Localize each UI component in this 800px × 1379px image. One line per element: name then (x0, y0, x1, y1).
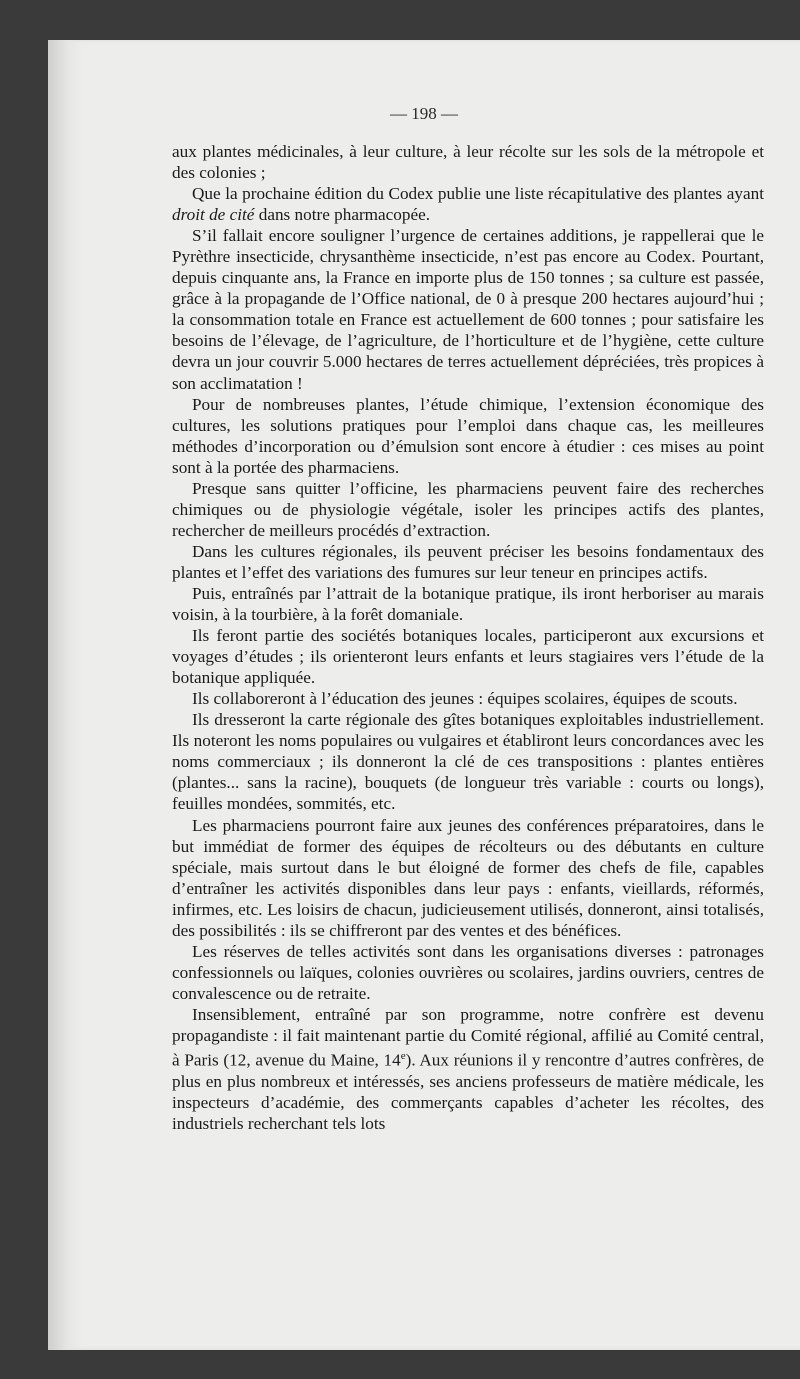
paragraph: Ils collaboreront à l’éducation des jeunes : équipes scolaires, équipes de scouts. (192, 689, 738, 709)
paragraph: Les pharmaciens pourront faire aux jeunes des conférences préparatoires, dans le but immédiat de former des équipes de récolteurs ou des débutants en culture spéciale, mais surtout dans le but éloigné de former des chefs de file, capables d’entraîner les activités disponibles dans leur pays : enfants, vieillards, réformés, infirmes, etc. Les loisirs de chacun, judicieusement utilisés, donneront, ainsi totalisés, des possibilités : ils se chiffreront par des ventes et des bénéfices. (172, 815, 764, 940)
paragraph: Pour de nombreuses plantes, l’étude chimique, l’extension économique des cultures, les solutions pratiques pour l’emploi dans chaque cas, les meilleures méthodes d’incorporation ou d’émulsion sont encore à étudier : ces mises au point sont à la portée des pharmaciens. (172, 394, 764, 477)
paragraph: Que la prochaine édition du Codex publie une liste récapitulative des plantes ayant droit de cité dans notre pharmacopée. (172, 184, 764, 225)
paragraph: Puis, entraînés par l’attrait de la botanique pratique, ils iront herboriser au marais voisin, à la tourbière, à la forêt domaniale. (172, 583, 764, 625)
paragraph: S’il fallait encore souligner l’urgence de certaines additions, je rappellerai que le Pyrèthre insecticide, chrysanthème insecticide, n’est pas encore au Codex. Pourtant, depuis cinquante ans, la France en importe plus de 150 tonnes ; sa culture est passée, grâce à la propagande de l’Office national, de 0 à presque 200 hectares aujourd’hui ; la consommation totale en France est actuellement de 600 tonnes ; pour satisfaire les besoins de l’élevage, de l’agriculture, de l’horticulture et de l’hygiène, cette culture devra un jour couvrir 5.000 hectares de terres actuellement dépréciées, très propices à son acclimatation ! (172, 226, 764, 393)
body-text (172, 141, 764, 1134)
paragraph: Ils feront partie des sociétés botaniques locales, participeront aux excursions et voyages d’études ; ils orienteront leurs enfants et leurs stagiaires vers l’étude de la botanique appliquée. (172, 626, 764, 688)
paragraph: Ils dresseront la carte régionale des gîtes botaniques exploitables industriellement. Ils noteront les noms populaires ou vulgaires et établiront leurs concordances avec les noms commerciaux ; ils donneront la clé de ces transpositions : plantes entières (plantes... sans la racine), bouquets (de longueur très variable : courts ou longs), feuilles mondées, sommités, etc. (172, 710, 764, 814)
paragraph: Les réserves de telles activités sont dans les organisations diverses : patronages confessionnels ou laïques, colonies ouvrières ou scolaires, jardins ouvriers, centres de convalescence ou de retraite. (172, 941, 764, 1003)
paragraph: Presque sans quitter l’officine, les pharmaciens peuvent faire des recherches chimiques ou de physiologie végétale, isoler les principes actifs des plantes, rechercher de meilleurs procédés d’extraction. (172, 478, 764, 540)
page-gutter (48, 40, 82, 1350)
page-number: — 198 — (390, 104, 458, 123)
paragraph: Insensiblement, entraîné par son programme, notre confrère est devenu propagandiste : il fait maintenant partie du Comité régional, affilié au Comité central, à Paris (12, avenue du Maine, 14e). Aux réunions il y rencontre d’autres confrères, de plus en plus nombreux et intéressés, ses anciens professeurs de matière médicale, les inspecteurs d’académie, des commerçants capables d’acheter les récoltes, des industriels recherchant tels lots (172, 1004, 764, 1133)
paragraph: Dans les cultures régionales, ils peuvent préciser les besoins fondamentaux des plantes et l’effet des variations des fumures sur leur teneur en principes actifs. (172, 541, 764, 582)
paragraph: aux plantes médicinales, à leur culture, à leur récolte sur les sols de la métropole et des colonies ; (172, 142, 764, 183)
